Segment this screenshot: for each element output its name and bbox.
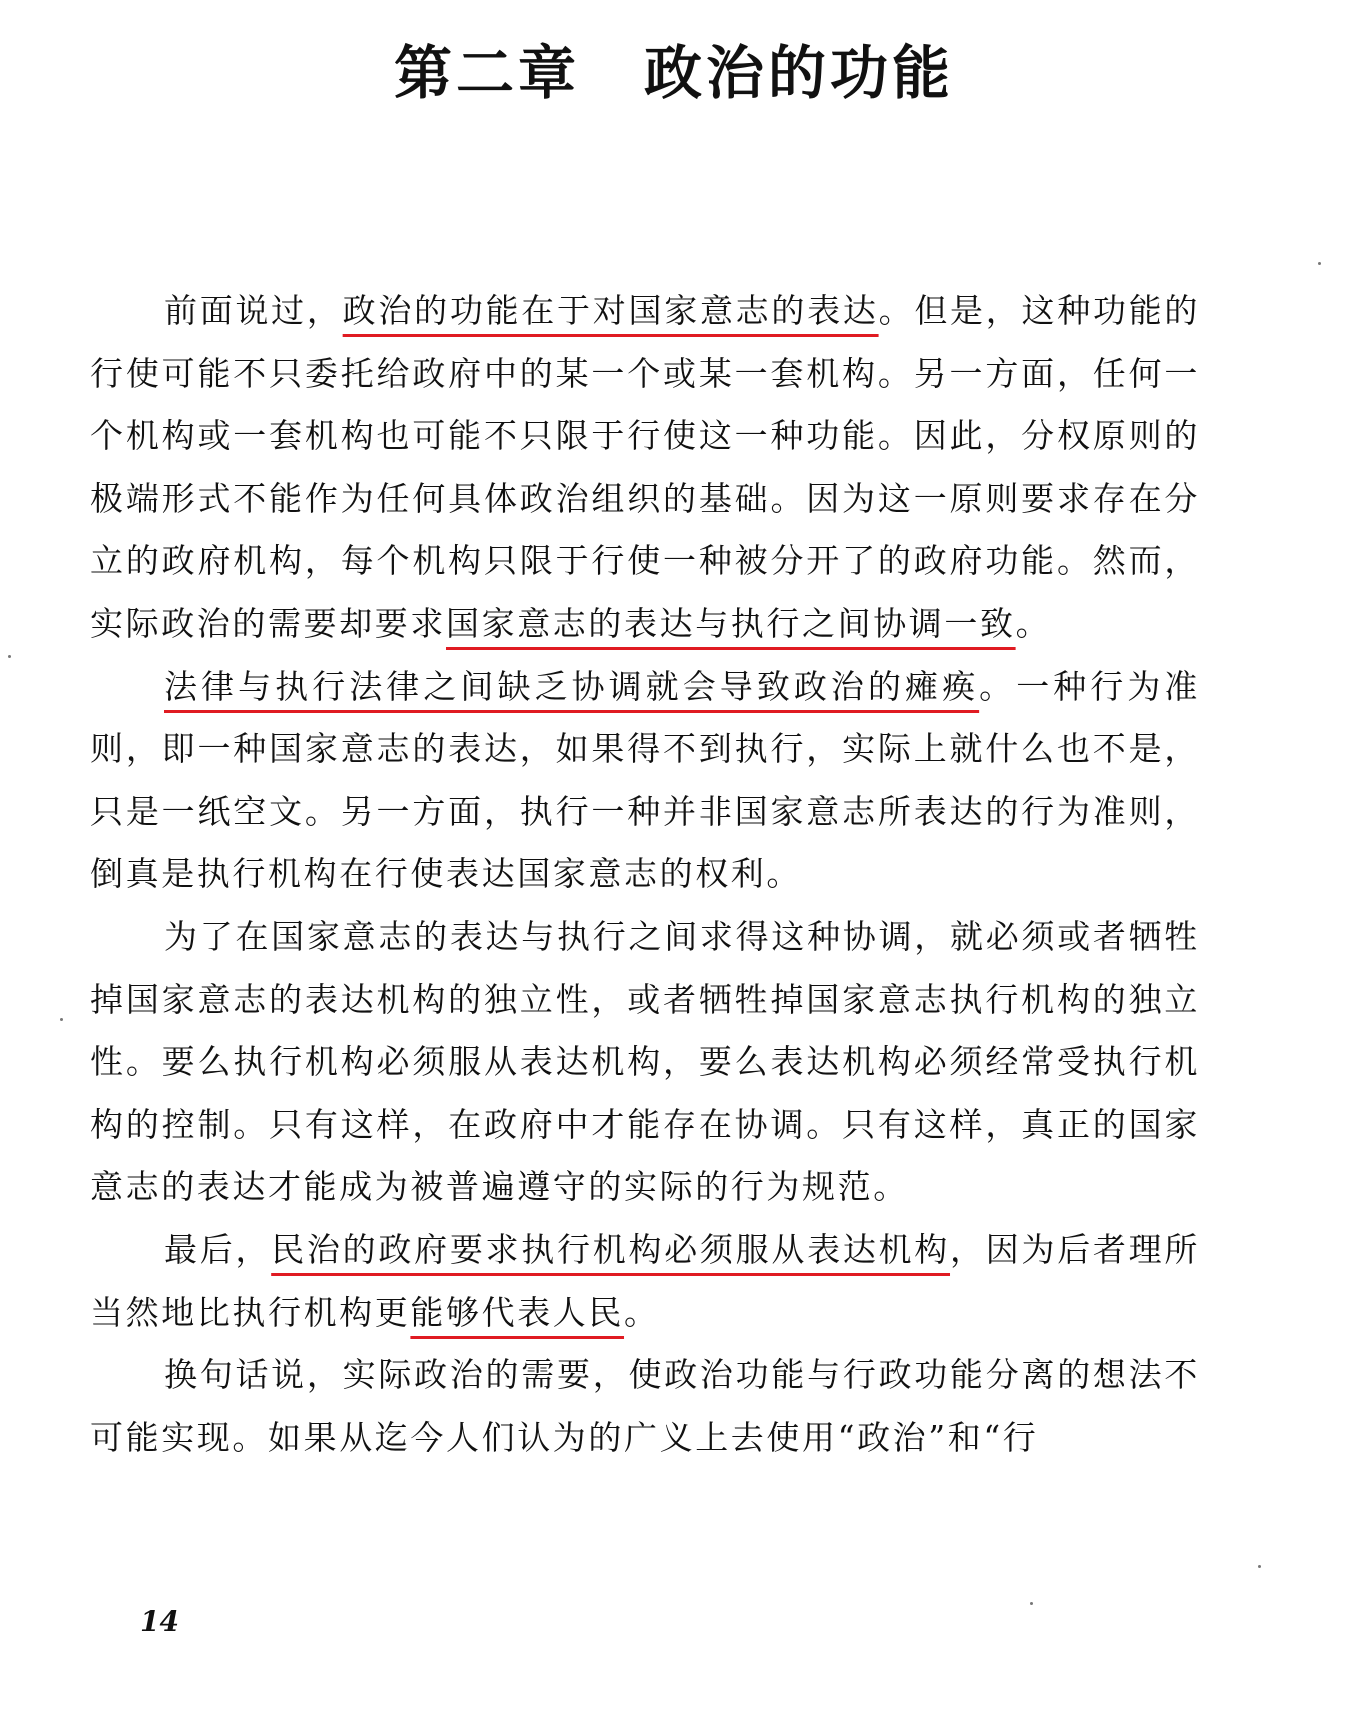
paragraph-1	[90, 280, 1200, 656]
scan-speck	[1030, 1602, 1033, 1605]
scan-speck	[8, 655, 11, 658]
text-segment: 前面说过，	[164, 291, 343, 330]
highlighted-text: 能够代表人民	[410, 1292, 625, 1332]
text-segment: 为了在国家意志的表达与执行之间求得这种协调，就必须或者牺牲掉国家意志的表达机构的独立性，或者牺牲掉国家意志执行机构的独立性。要么执行机构必须服从表达机构，要么表达机构必须经常受执行机构的控制。只有这样，在政府中才能存在协调。只有这样，真正的国家意志的表达才能成为被普遍遵守的实际的行为规范。	[90, 916, 1200, 1207]
scan-speck	[1258, 1565, 1261, 1568]
highlighted-text: 政治的功能在于对国家意志的表达	[342, 291, 879, 330]
text-segment: 。	[1015, 603, 1052, 643]
highlighted-text: 法律与执行法律之间缺乏协调就会导致政治的瘫痪	[164, 666, 980, 706]
paragraph-5	[90, 1344, 1200, 1469]
chapter-title	[0, 38, 1348, 108]
text-segment: 最后，	[164, 1229, 272, 1269]
paragraph-3	[90, 906, 1200, 1219]
body-text	[90, 280, 1200, 1469]
text-segment: 。	[624, 1292, 660, 1332]
scan-speck	[1318, 262, 1321, 265]
chapter-number: 第二章	[393, 39, 580, 107]
scan-speck	[60, 1018, 63, 1021]
chapter-name: 政治的功能	[644, 39, 955, 107]
text-segment: 。一种行为准则，即一种国家意志的表达，如果得不到执行，实际上就什么也不是，只是一纸空文。另一方面，执行一种并非国家意志所表达的行为准则，倒真是执行机构在行使表达国家意志的权利。	[90, 666, 1200, 894]
text-segment: 换句话说，实际政治的需要，使政治功能与行政功能分离的想法不可能实现。如果从迄今人们认为的广义上去使用“政治”和“行	[90, 1355, 1200, 1457]
highlighted-text: 民治的政府要求执行机构必须服从表达机构	[271, 1229, 951, 1269]
highlighted-text: 国家意志的表达与执行之间协调一致	[446, 603, 1016, 643]
paragraph-2	[90, 656, 1200, 906]
page-number: 14	[140, 1605, 179, 1638]
paragraph-4	[90, 1219, 1200, 1344]
text-segment: ，因为后者理所当然地比执行机构更	[90, 1229, 1200, 1332]
text-segment: 。但是，这种功能的行使可能不只委托给政府中的某一个或某一套机构。另一方面，任何一个机构或一套机构也可能不只限于行使这一种功能。因此，分权原则的极端形式不能作为任何具体政治组织的基础。因为这一原则要求存在分立的政府机构，每个机构只限于行使一种被分开了的政府功能。然而，实际政治的需要却要求	[90, 291, 1201, 643]
